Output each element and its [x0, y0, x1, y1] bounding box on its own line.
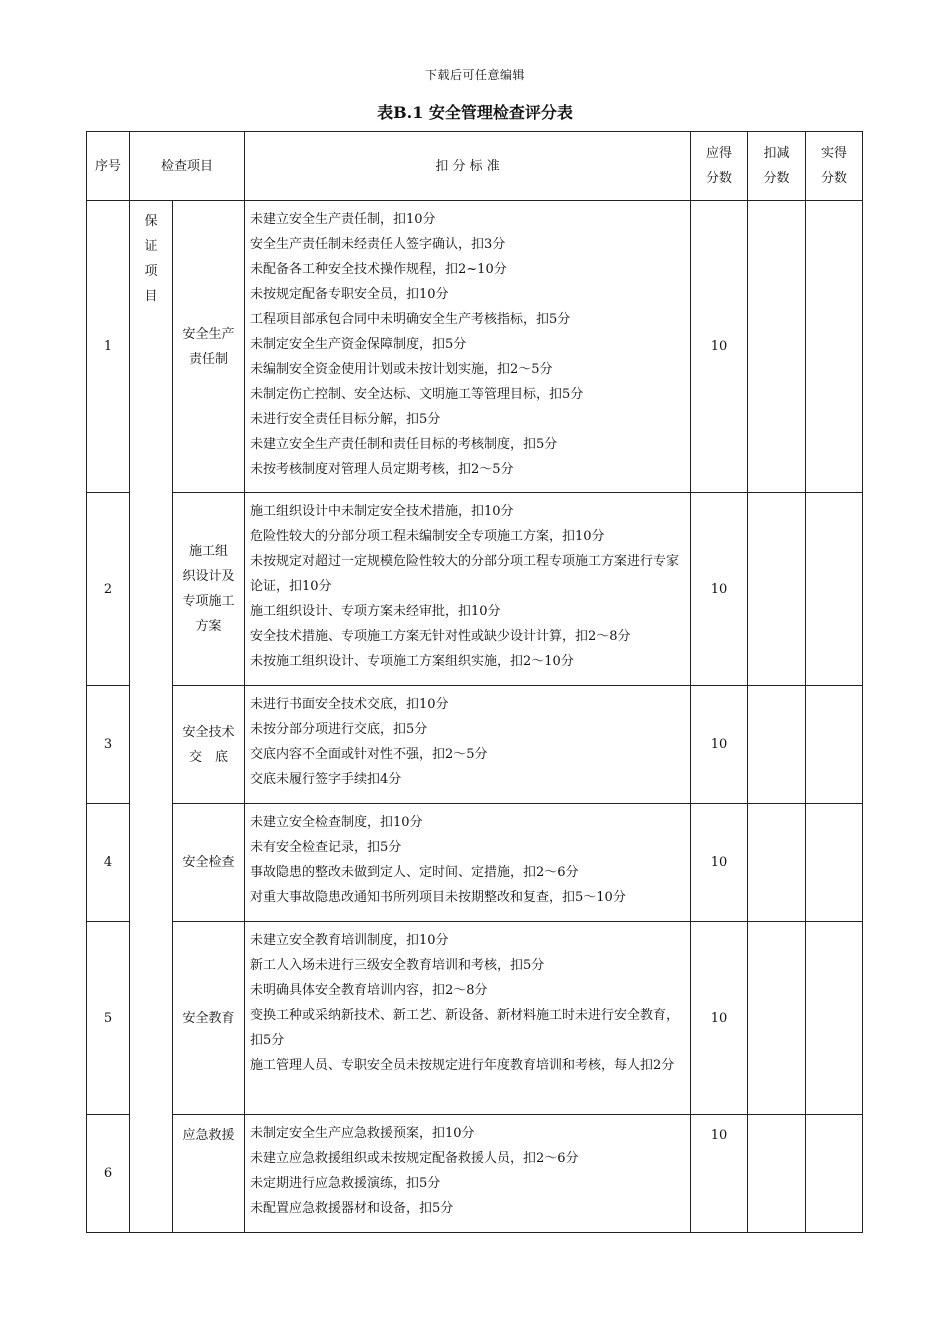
row-item-name: 应急救援 [173, 1115, 245, 1233]
header-actual-score: 实得 分数 [806, 132, 863, 201]
criteria-line: 施工组织设计中未制定安全技术措施，扣10分 [250, 504, 514, 519]
row-deduct-score[interactable] [748, 804, 806, 922]
row-criteria [245, 804, 691, 922]
criteria-line: 未建立安全检查制度，扣10分 [250, 815, 423, 830]
header-criteria: 扣 分 标 准 [245, 132, 691, 201]
criteria-line: 变换工种或采纳新技术、新工艺、新设备、新材料施工时未进行安全教育，扣5分 [250, 1008, 680, 1048]
row-deduct-score[interactable] [748, 201, 806, 493]
row-due-score: 10 [691, 686, 748, 804]
criteria-line: 施工管理人员、专职安全员未按规定进行年度教育培训和考核，每人扣2分 [250, 1058, 675, 1073]
row-item-name: 安全技术 交 底 [173, 686, 245, 804]
row-due-score: 10 [691, 1115, 748, 1233]
criteria-line: 未制定伤亡控制、安全达标、文明施工等管理目标，扣5分 [250, 387, 584, 402]
criteria-line: 未按施工组织设计、专项施工方案组织实施，扣2～10分 [250, 654, 574, 669]
table-row [87, 493, 863, 686]
criteria-line: 未进行安全责任目标分解，扣5分 [250, 412, 441, 427]
criteria-line: 工程项目部承包合同中未明确安全生产考核指标，扣5分 [250, 312, 571, 327]
criteria-line: 施工组织设计、专项方案未经审批，扣10分 [250, 604, 501, 619]
criteria-line: 危险性较大的分部分项工程未编制安全专项施工方案，扣10分 [250, 529, 605, 544]
document-title: 表B.1 安全管理检查评分表 [377, 103, 573, 122]
criteria-line: 安全生产责任制未经责任人签字确认，扣3分 [250, 237, 506, 252]
row-deduct-score[interactable] [748, 493, 806, 686]
row-criteria [245, 493, 691, 686]
row-actual-score[interactable] [806, 804, 863, 922]
row-due-score: 10 [691, 493, 748, 686]
row-item-name: 安全生产 责任制 [173, 201, 245, 493]
header-item: 检查项目 [130, 132, 245, 201]
row-deduct-score[interactable] [748, 1115, 806, 1233]
row-criteria [245, 201, 691, 493]
criteria-line: 未按规定配备专职安全员，扣10分 [250, 287, 449, 302]
header-due-score: 应得 分数 [691, 132, 748, 201]
row-actual-score[interactable] [806, 1115, 863, 1233]
row-seq: 4 [87, 804, 130, 922]
row-criteria [245, 1115, 691, 1233]
criteria-line: 对重大事故隐患改通知书所列项目未按期整改和复查，扣5～10分 [250, 890, 626, 905]
criteria-line: 未建立安全教育培训制度，扣10分 [250, 933, 449, 948]
header-seq: 序号 [87, 132, 130, 201]
criteria-line: 未建立应急救援组织或未按规定配备救援人员，扣2～6分 [250, 1151, 579, 1166]
row-due-score: 10 [691, 804, 748, 922]
criteria-line: 交底内容不全面或针对性不强，扣2～5分 [250, 747, 488, 762]
criteria-line: 未编制安全资金使用计划或未按计划实施，扣2～5分 [250, 362, 553, 377]
criteria-line: 事故隐患的整改未做到定人、定时间、定措施，扣2～6分 [250, 865, 579, 880]
row-due-score: 10 [691, 922, 748, 1115]
row-seq: 1 [87, 201, 130, 493]
row-due-score: 10 [691, 201, 748, 493]
criteria-line: 未进行书面安全技术交底，扣10分 [250, 697, 449, 712]
row-actual-score[interactable] [806, 201, 863, 493]
guarantee-items-label: 保 证 项 目 [130, 201, 173, 1233]
table-row [87, 686, 863, 804]
row-item-name: 安全检查 [173, 804, 245, 922]
row-seq: 3 [87, 686, 130, 804]
criteria-line: 未配置应急救援器材和设备，扣5分 [250, 1201, 454, 1216]
row-seq: 6 [87, 1115, 130, 1233]
criteria-line: 安全技术措施、专项施工方案无针对性或缺少设计计算，扣2～8分 [250, 629, 631, 644]
row-item-name: 安全教育 [173, 922, 245, 1115]
criteria-line: 交底未履行签字手续扣4分 [250, 772, 402, 787]
criteria-line: 未建立安全生产责任制和责任目标的考核制度，扣5分 [250, 437, 558, 452]
table-row [87, 804, 863, 922]
row-seq: 5 [87, 922, 130, 1115]
row-criteria [245, 922, 691, 1115]
criteria-line: 未按规定对超过一定规模危险性较大的分部分项工程专项施工方案进行专家论证，扣10分 [250, 554, 680, 594]
inspection-score-table [86, 131, 863, 1233]
row-criteria [245, 686, 691, 804]
row-actual-score[interactable] [806, 493, 863, 686]
criteria-line: 未配备各工种安全技术操作规程，扣2~10分 [250, 262, 507, 277]
criteria-line: 未按考核制度对管理人员定期考核，扣2～5分 [250, 462, 514, 477]
table-row [87, 201, 863, 493]
criteria-line: 未制定安全生产应急救援预案，扣10分 [250, 1126, 475, 1141]
header-deduct-score: 扣减 分数 [748, 132, 806, 201]
download-edit-note: 下载后可任意编辑 [424, 68, 525, 82]
row-actual-score[interactable] [806, 922, 863, 1115]
table-row [87, 1115, 863, 1233]
row-item-name: 施工组 织设计及 专项施工 方案 [173, 493, 245, 686]
criteria-line: 未制定安全生产资金保障制度，扣5分 [250, 337, 467, 352]
criteria-line: 未按分部分项进行交底，扣5分 [250, 722, 428, 737]
table-row [87, 922, 863, 1115]
criteria-line: 未定期进行应急救援演练，扣5分 [250, 1176, 441, 1191]
row-deduct-score[interactable] [748, 686, 806, 804]
criteria-line: 未建立安全生产责任制，扣10分 [250, 212, 436, 227]
header-row [87, 132, 863, 201]
criteria-line: 未有安全检查记录，扣5分 [250, 840, 402, 855]
row-seq: 2 [87, 493, 130, 686]
row-actual-score[interactable] [806, 686, 863, 804]
criteria-line: 新工人入场未进行三级安全教育培训和考核，扣5分 [250, 958, 545, 973]
criteria-line: 未明确具体安全教育培训内容，扣2～8分 [250, 983, 488, 998]
row-deduct-score[interactable] [748, 922, 806, 1115]
